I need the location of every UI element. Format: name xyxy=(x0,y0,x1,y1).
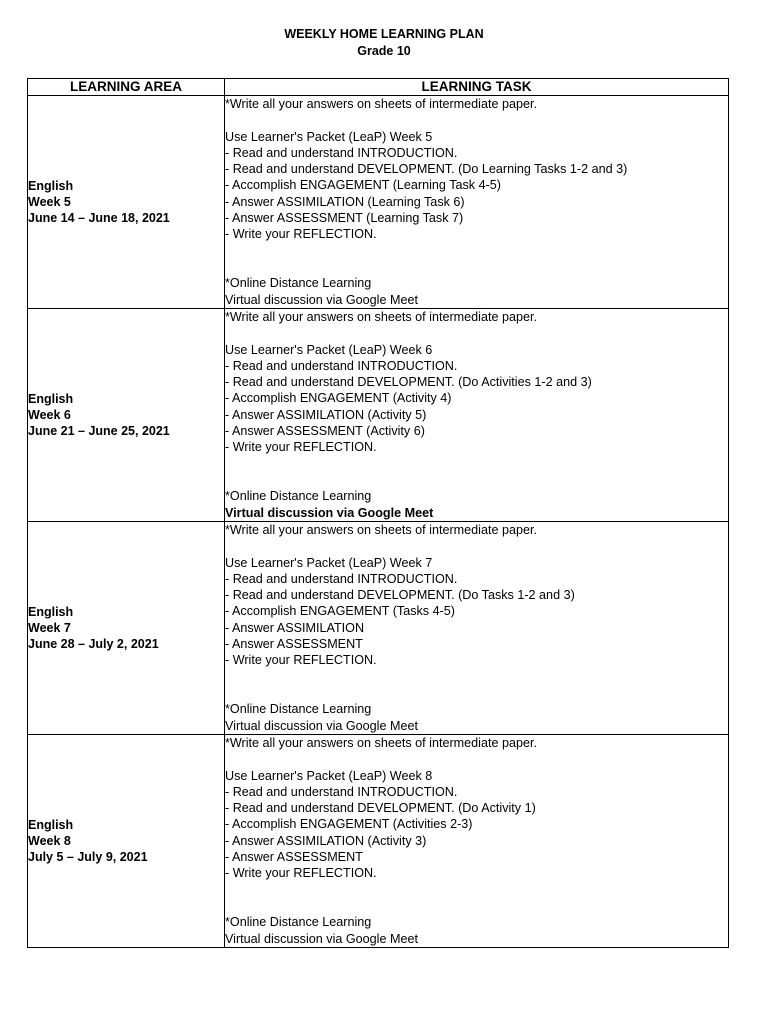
week: Week 7 xyxy=(28,621,71,635)
task-item: - Read and understand DEVELOPMENT. (Do Activities 1-2 and 3) xyxy=(225,375,592,390)
task-item: - Read and understand INTRODUCTION. xyxy=(225,358,458,373)
learning-mode: *Online Distance Learning xyxy=(225,915,372,930)
document-header xyxy=(0,26,768,60)
discussion-platform: Virtual discussion via Google Meet xyxy=(225,718,418,733)
learning-plan-table xyxy=(27,78,729,948)
week: Week 8 xyxy=(28,834,71,848)
learning-task-cell xyxy=(225,522,729,735)
packet-reference: Use Learner's Packet (LeaP) Week 6 xyxy=(225,342,433,357)
subject: English xyxy=(28,392,74,406)
date-range: June 28 – July 2, 2021 xyxy=(28,637,159,651)
answer-sheet-note: *Write all your answers on sheets of intermediate paper. xyxy=(225,736,537,750)
table-row xyxy=(28,309,729,522)
week: Week 5 xyxy=(28,195,71,209)
table-row xyxy=(28,96,729,309)
packet-reference: Use Learner's Packet (LeaP) Week 5 xyxy=(225,129,433,144)
task-item: - Answer ASSIMILATION xyxy=(225,620,365,635)
column-header-learning-task: LEARNING TASK xyxy=(225,79,729,96)
column-header-learning-area: LEARNING AREA xyxy=(28,79,225,96)
week: Week 6 xyxy=(28,408,71,422)
date-range: June 21 – June 25, 2021 xyxy=(28,424,170,438)
task-item: - Read and understand INTRODUCTION. xyxy=(225,784,458,799)
subject: English xyxy=(28,605,74,619)
answer-sheet-note: *Write all your answers on sheets of intermediate paper. xyxy=(225,310,537,324)
task-item: - Answer ASSESSMENT (Activity 6) xyxy=(225,424,425,439)
packet-reference: Use Learner's Packet (LeaP) Week 7 xyxy=(225,555,433,570)
learning-task-cell xyxy=(225,309,729,522)
task-item: - Answer ASSESSMENT (Learning Task 7) xyxy=(225,211,464,226)
task-item: - Read and understand DEVELOPMENT. (Do Tasks 1-2 and 3) xyxy=(225,588,575,603)
task-item: - Accomplish ENGAGEMENT (Activity 4) xyxy=(225,391,452,406)
learning-area-cell xyxy=(28,309,225,522)
packet-reference: Use Learner's Packet (LeaP) Week 8 xyxy=(225,768,433,783)
learning-mode: *Online Distance Learning xyxy=(225,702,372,717)
task-item: - Answer ASSESSMENT xyxy=(225,637,363,652)
discussion-platform: Virtual discussion via Google Meet xyxy=(225,505,434,520)
subject: English xyxy=(28,179,74,193)
subject: English xyxy=(28,818,74,832)
learning-task-cell xyxy=(225,735,729,948)
task-item: - Write your REFLECTION. xyxy=(225,227,377,242)
answer-sheet-note: *Write all your answers on sheets of intermediate paper. xyxy=(225,523,537,537)
task-item: - Read and understand DEVELOPMENT. (Do Learning Tasks 1-2 and 3) xyxy=(225,162,628,177)
task-item: - Accomplish ENGAGEMENT (Learning Task 4-5) xyxy=(225,178,501,193)
date-range: July 5 – July 9, 2021 xyxy=(28,850,148,864)
learning-area-cell xyxy=(28,96,225,309)
task-item: - Read and understand INTRODUCTION. xyxy=(225,571,458,586)
task-item: - Answer ASSIMILATION (Activity 3) xyxy=(225,833,427,848)
task-item: - Answer ASSESSMENT xyxy=(225,850,363,865)
learning-mode: *Online Distance Learning xyxy=(225,489,372,504)
learning-task-cell xyxy=(225,96,729,309)
task-item: - Write your REFLECTION. xyxy=(225,440,377,455)
task-item: - Write your REFLECTION. xyxy=(225,653,377,668)
discussion-platform: Virtual discussion via Google Meet xyxy=(225,292,418,307)
task-item: - Answer ASSIMILATION (Learning Task 6) xyxy=(225,194,465,209)
discussion-platform: Virtual discussion via Google Meet xyxy=(225,931,418,946)
task-item: - Accomplish ENGAGEMENT (Activities 2-3) xyxy=(225,817,473,832)
date-range: June 14 – June 18, 2021 xyxy=(28,211,170,225)
task-item: - Answer ASSIMILATION (Activity 5) xyxy=(225,407,427,422)
table-header-row xyxy=(28,79,729,96)
table-row xyxy=(28,735,729,948)
learning-mode: *Online Distance Learning xyxy=(225,276,372,291)
document-title: WEEKLY HOME LEARNING PLAN xyxy=(284,27,484,41)
table-row xyxy=(28,522,729,735)
learning-area-cell xyxy=(28,735,225,948)
task-item: - Read and understand DEVELOPMENT. (Do Activity 1) xyxy=(225,801,536,816)
task-item: - Accomplish ENGAGEMENT (Tasks 4-5) xyxy=(225,604,456,619)
learning-area-cell xyxy=(28,522,225,735)
task-item: - Write your REFLECTION. xyxy=(225,866,377,881)
answer-sheet-note: *Write all your answers on sheets of intermediate paper. xyxy=(225,97,537,111)
task-item: - Read and understand INTRODUCTION. xyxy=(225,145,458,160)
document-subtitle: Grade 10 xyxy=(357,44,411,58)
